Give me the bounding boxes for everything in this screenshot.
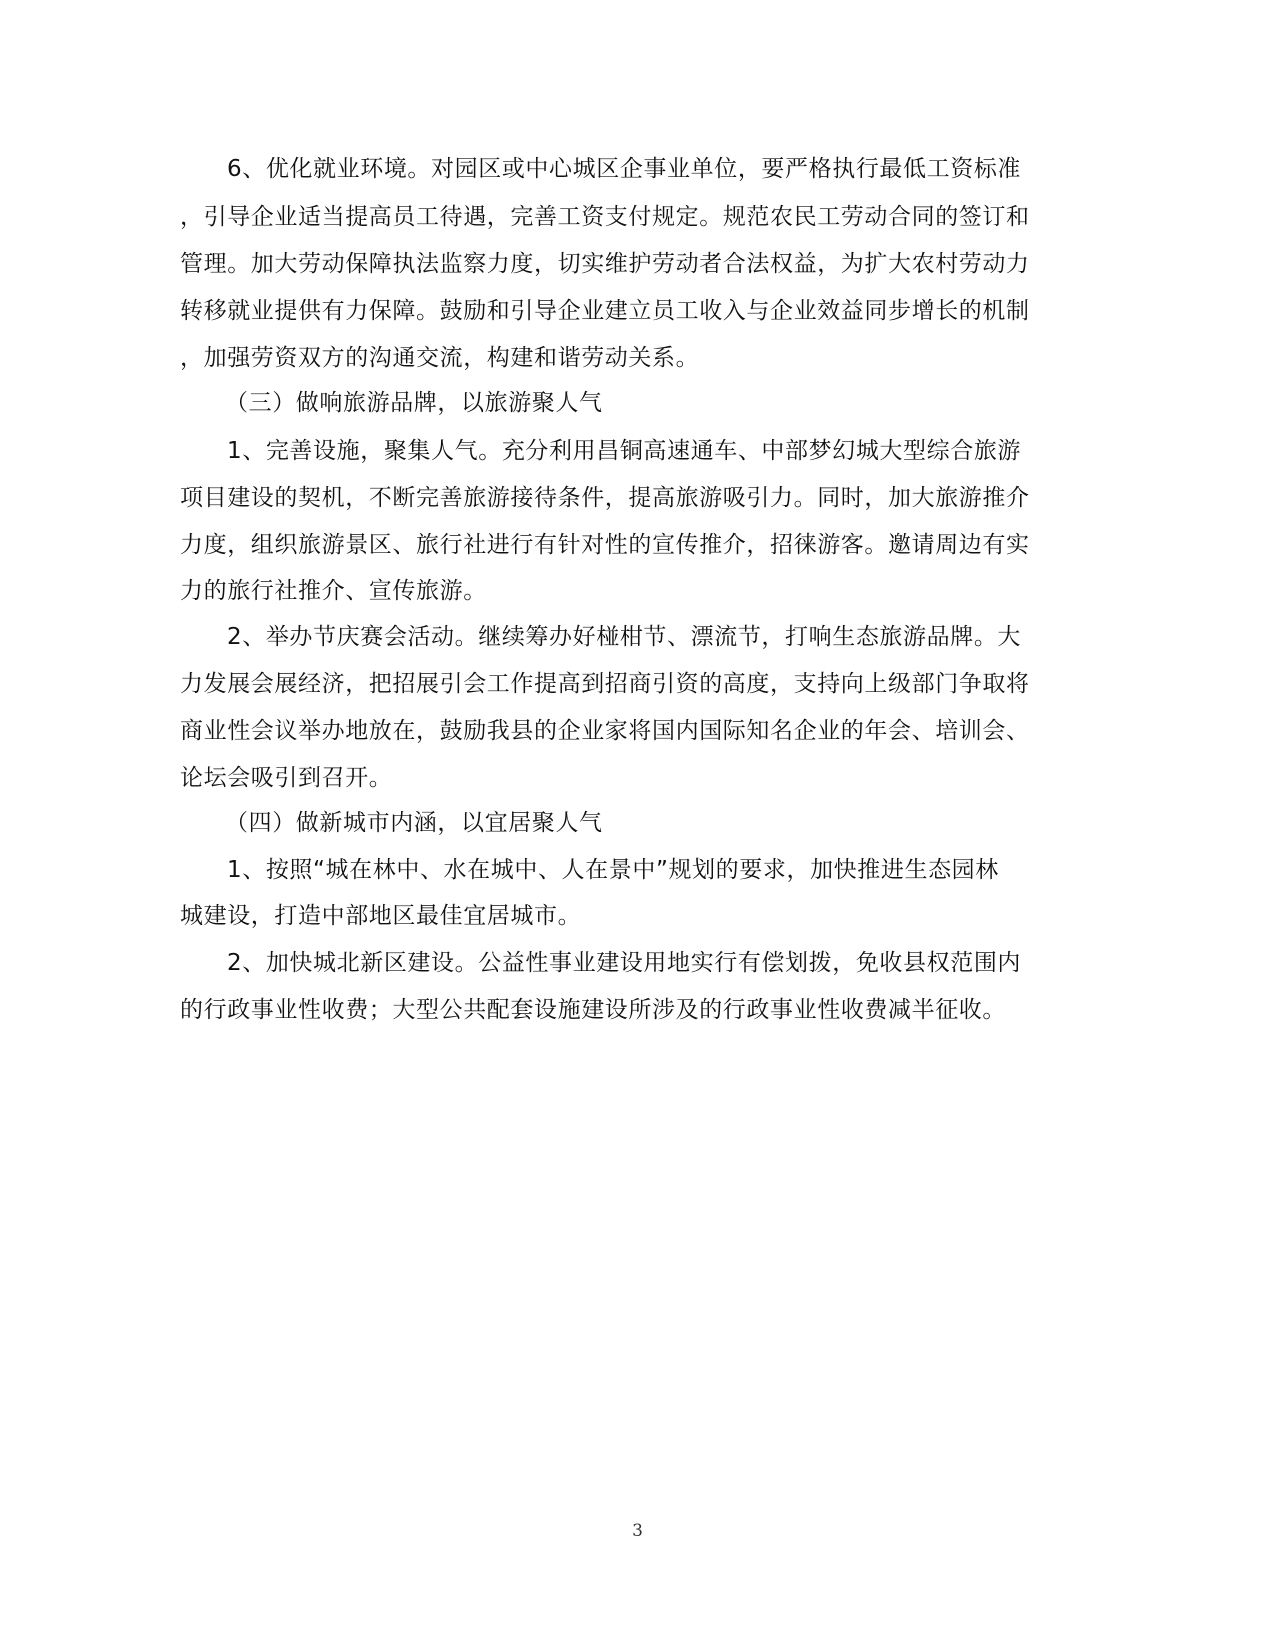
paragraph-6-line-1: 6、优化就业环境。对园区或中心城区企事业单位，要严格执行最低工资标准 [227,156,1022,182]
paragraph-6-line-4: 转移就业提供有力保障。鼓励和引导企业建立员工收入与企业效益同步增长的机制 [180,298,1030,324]
paragraph-6-line-2: ，引导企业适当提高员工待遇，完善工资支付规定。规范农民工劳动合同的签订和 [180,204,1030,230]
section-heading-4: （四）做新城市内涵，以宜居聚人气 [225,810,603,836]
paragraph-4-1-line-2: 城建设，打造中部地区最佳宜居城市。 [180,903,582,929]
paragraph-3-2-line-1: 2、举办节庆赛会活动。继续筹办好椪柑节、漂流节，打响生态旅游品牌。大 [227,624,1022,650]
paragraph-4-2-line-1: 2、加快城北新区建设。公益性事业建设用地实行有偿划拨，免收县权范围内 [227,950,1022,976]
paragraph-6-line-3: 管理。加大劳动保障执法监察力度，切实维护劳动者合法权益，为扩大农村劳动力 [180,251,1030,277]
paragraph-3-2-line-3: 商业性会议举办地放在，鼓励我县的企业家将国内国际知名企业的年会、培训会、 [180,718,1030,744]
paragraph-3-1-line-4: 力的旅行社推介、宣传旅游。 [180,578,487,604]
paragraph-4-1-line-1: 1、按照“城在林中、水在城中、人在景中”规划的要求，加快推进生态园林 [227,857,999,883]
section-heading-3: （三）做响旅游品牌，以旅游聚人气 [225,390,603,416]
paragraph-3-2-line-4: 论坛会吸引到召开。 [180,765,393,791]
paragraph-3-1-line-3: 力度，组织旅游景区、旅行社进行有针对性的宣传推介，招徕游客。邀请周边有实 [180,532,1030,558]
paragraph-3-2-line-2: 力发展会展经济，把招展引会工作提高到招商引资的高度，支持向上级部门争取将 [180,671,1030,697]
paragraph-3-1-line-1: 1、完善设施，聚集人气。充分利用昌铜高速通车、中部梦幻城大型综合旅游 [227,438,1022,464]
paragraph-4-2-line-2: 的行政事业性收费；大型公共配套设施建设所涉及的行政事业性收费减半征收。 [180,997,1006,1023]
paragraph-6-line-5: ，加强劳资双方的沟通交流，构建和谐劳动关系。 [180,345,700,371]
page-number: 3 [632,1521,643,1541]
paragraph-3-1-line-2: 项目建设的契机，不断完善旅游接待条件，提高旅游吸引力。同时，加大旅游推介 [180,485,1030,511]
